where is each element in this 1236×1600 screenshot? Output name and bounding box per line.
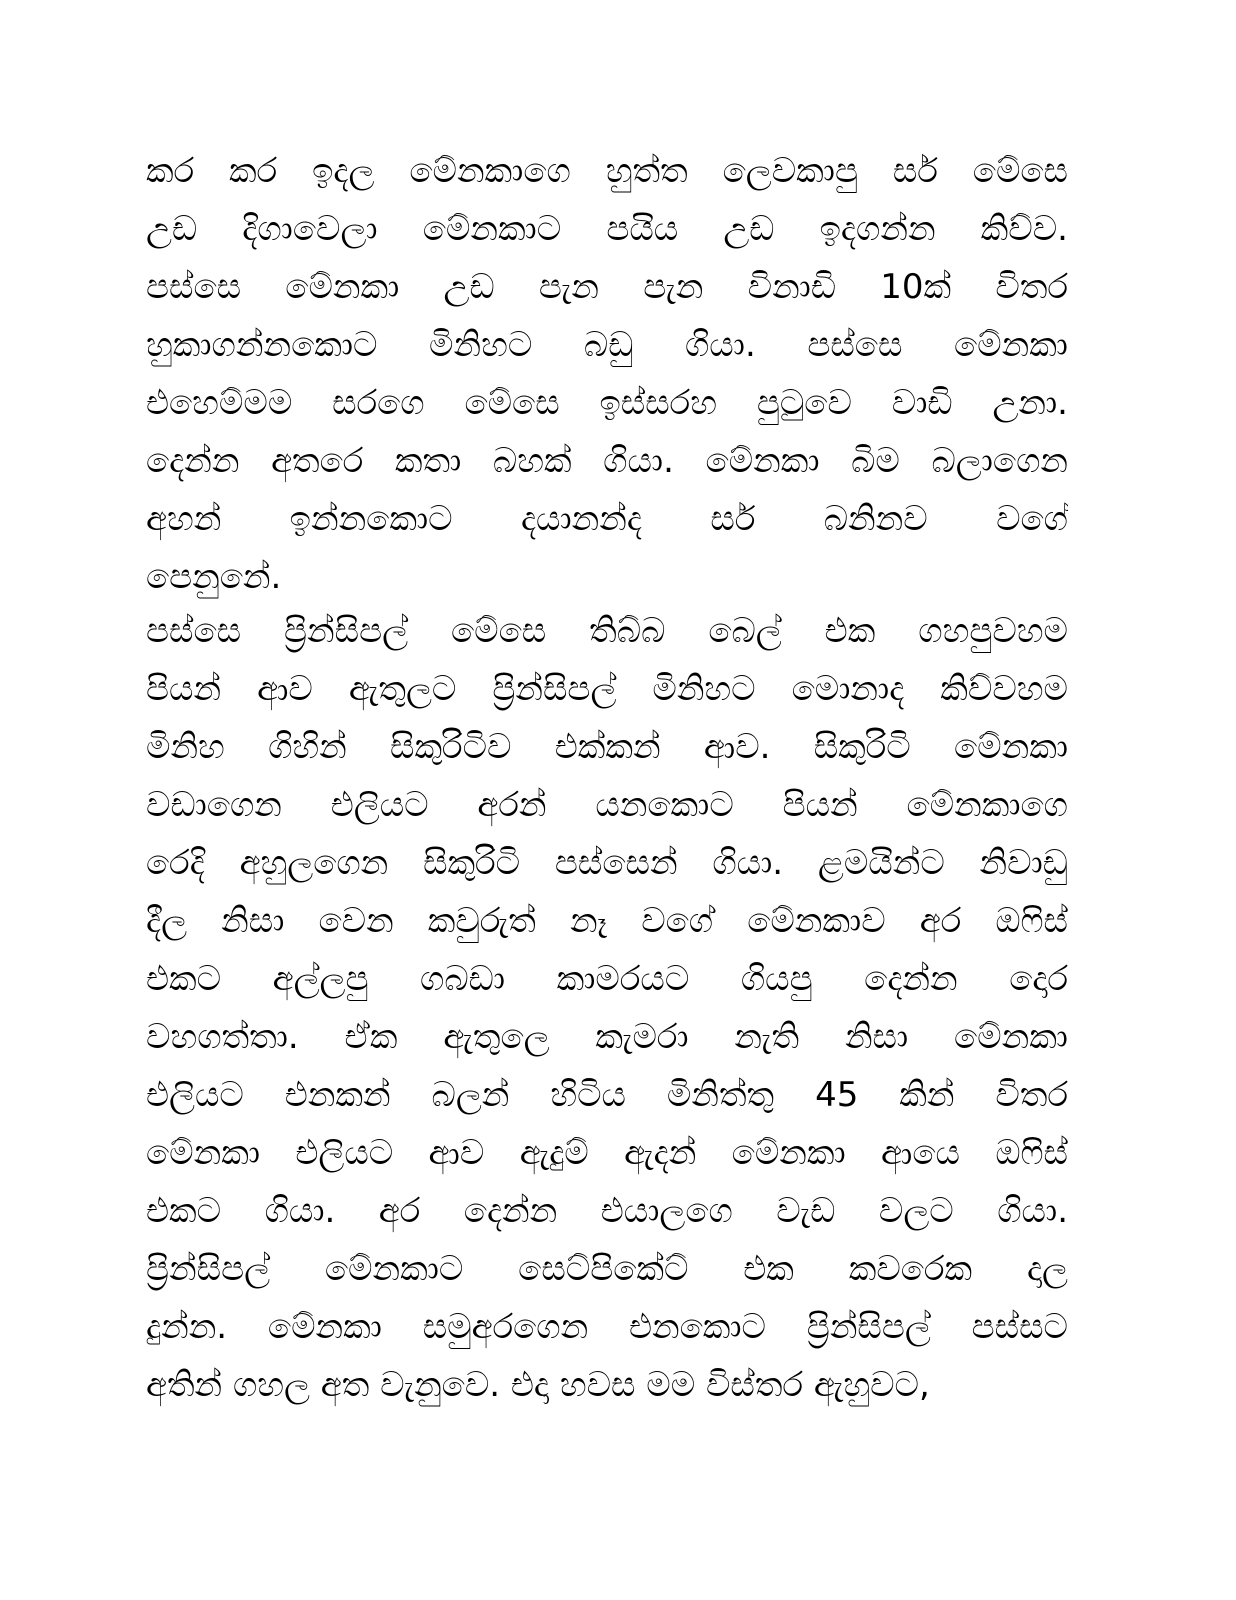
- text-line: එකට ගියා. අර දෙන්න එයාලගෙ වැඩ වලට ගියා.: [146, 1191, 1068, 1231]
- text-line: අතින් ගහල අත වැනුවෙ. එදා හවස මම විස්තර ඇහුවට,: [146, 1365, 930, 1405]
- text-line: එහෙම්මම සරගෙ මේසෙ ඉස්සරහ පුටුවෙ වාඩි උනා.: [146, 383, 1068, 423]
- text-line: වඩාගෙන එලියට අරන් යනකොට පියන් මේනකාගෙ: [146, 785, 1068, 825]
- text-line: වහගත්තා. ඒක ඇතුලෙ කැමරා නැති නිසා මේනකා: [146, 1017, 1068, 1057]
- text-line: දෙන්න අතරෙ කතා බහක් ගියා. මේනකා බිම බලාගෙන: [146, 441, 1068, 481]
- text-line: එකට අල්ලපු ගබඩා කාමරයට ගියපු දෙන්න දොර: [146, 959, 1068, 999]
- text-line: උඩ දිගාවෙලා මේනකාට පයිය උඩ ඉදගන්න කිව්ව.: [146, 209, 1068, 249]
- text-line: රෙදි අහුලගෙන සිකුරිටි පස්සෙන් ගියා. ළමයින්ට නිවාඩු: [146, 843, 1068, 883]
- text-line: පස්සෙ ප්‍රින්සිපල් මේසෙ තිබ්බ බෙල් එක ගහපුවහම: [146, 611, 1068, 651]
- text-line: මිනිහ ගිහින් සිකුරිටිව එක්කන් ආව. සිකුරිටි මේනකා: [146, 727, 1068, 767]
- text-line: කර කර ඉදල මේනකාගෙ හුත්ත ලෙවකාපු සර් මේසෙ: [146, 151, 1068, 191]
- text-line: දුන්න. මේනකා සමුඅරගෙන එනකොට ප්‍රින්සිපල් පස්සට: [146, 1307, 1068, 1347]
- text-line: පෙනුනේ.: [146, 557, 282, 597]
- text-line: අහන් ඉන්නකොට දයානන්ද සර් බනිනව වගේ: [146, 499, 1068, 539]
- paragraph-1: [146, 142, 1068, 606]
- text-line: දීල නිසා වෙන කවුරුත් නෑ වගේ මේනකාව අර ඔෆිස්: [146, 901, 1068, 941]
- text-line: එලියට එනකන් බලන් හිටිය මිනිත්තු 45 කින් විතර: [146, 1075, 1068, 1115]
- text-line: ප්‍රින්සිපල් මේනකාට සෙට්පිකේට් එක කවරෙක දාල: [146, 1249, 1068, 1289]
- paragraph-2: [146, 602, 1068, 1414]
- text-line: හුකාගන්නකොට මිනිහට බඩු ගියා. පස්සෙ මේනකා: [146, 325, 1068, 365]
- text-line: මේනකා එලියට ආව ඇදුම් ඇදන් මේනකා ආයෙ ඔෆිස්: [146, 1133, 1068, 1173]
- text-line: පස්සෙ මේනකා උඩ පැන පැන විනාඩි 10ක් විතර: [146, 267, 1068, 307]
- text-line: පියන් ආව ඇතුලට ප්‍රින්සිපල් මිනිහට මොනාද කිව්වහම: [146, 669, 1068, 709]
